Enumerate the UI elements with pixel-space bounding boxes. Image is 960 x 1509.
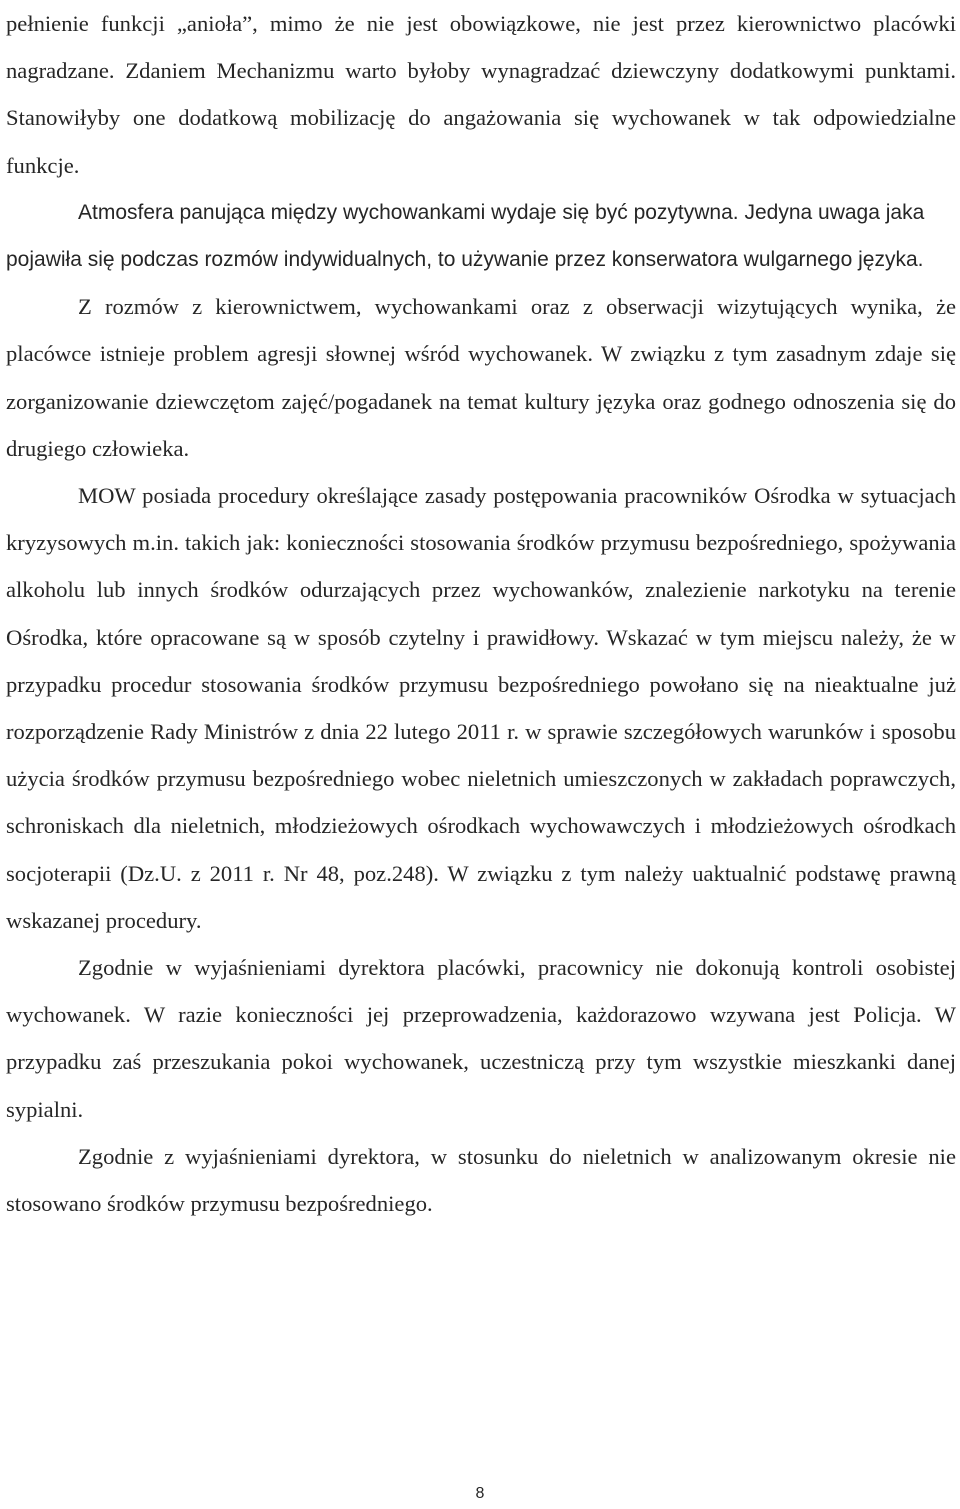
page-number: 8: [475, 1485, 485, 1502]
paragraph-6: Zgodnie z wyjaśnieniami dyrektora, w stosunku do nieletnich w analizowanym okresie nie stosowano środków przymusu bezpośredniego.: [6, 1143, 956, 1217]
paragraph-5: Zgodnie w wyjaśnieniami dyrektora placówki, pracownicy nie dokonują kontroli osobistej wychowanek. W razie konieczności jej przeprowadzenia, każdorazowo wzywana jest Policja. W przypadku zaś przeszukania pokoi wychowanek, uczestniczą przy tym wszystkie mieszkanki danej sypialni.: [6, 955, 956, 1122]
paragraph-3: Z rozmów z kierownictwem, wychowankami oraz z obserwacji wizytujących wynika, że placówce istnieje problem agresji słownej wśród wychowanek. W związku z tym zasadnym zdaje się zorganizowanie dziewczętom zajęć/pogadanek na temat kultury języka oraz godnego odnoszenia się do drugiego człowieka.: [6, 294, 956, 461]
paragraph-1: pełnienie funkcji „anioła”, mimo że nie jest obowiązkowe, nie jest przez kierownictwo placówki nagradzane. Zdaniem Mechanizmu warto byłoby wynagradzać dziewczyny dodatkowymi punktami. Stanowiłyby one dodatkową mobilizację do angażowania się wychowanek w tak odpowiedzialne funkcje.: [6, 11, 956, 178]
document-page: [6, 0, 956, 1227]
paragraph-2: Atmosfera panująca między wychowankami wydaje się być pozytywna. Jedyna uwaga jaka pojawiła się podczas rozmów indywidualnych, to używanie przez konserwatora wulgarnego języka.: [6, 200, 925, 272]
paragraph-4: MOW posiada procedury określające zasady postępowania pracowników Ośrodka w sytuacjach kryzysowych m.in. takich jak: konieczności stosowania środków przymusu bezpośredniego, spożywania alkoholu lub innych środków odurzających przez wychowanków, znalezienie narkotyku na terenie Ośrodka, które opracowane są w sposób czytelny i prawidłowy. Wskazać w tym miejscu należy, że w przypadku procedur stosowania środków przymusu bezpośredniego powołano się na nieaktualne już rozporządzenie Rady Ministrów z dnia 22 lutego 2011 r. w sprawie szczegółowych warunków i sposobu użycia środków przymusu bezpośredniego wobec nieletnich umieszczonych w zakładach poprawczych, schroniskach dla nieletnich, młodzieżowych ośrodkach wychowawczych i młodzieżowych ośrodkach socjoterapii (Dz.U. z 2011 r. Nr 48, poz.248). W związku z tym należy uaktualnić podstawę prawną wskazanej procedury.: [6, 483, 956, 933]
